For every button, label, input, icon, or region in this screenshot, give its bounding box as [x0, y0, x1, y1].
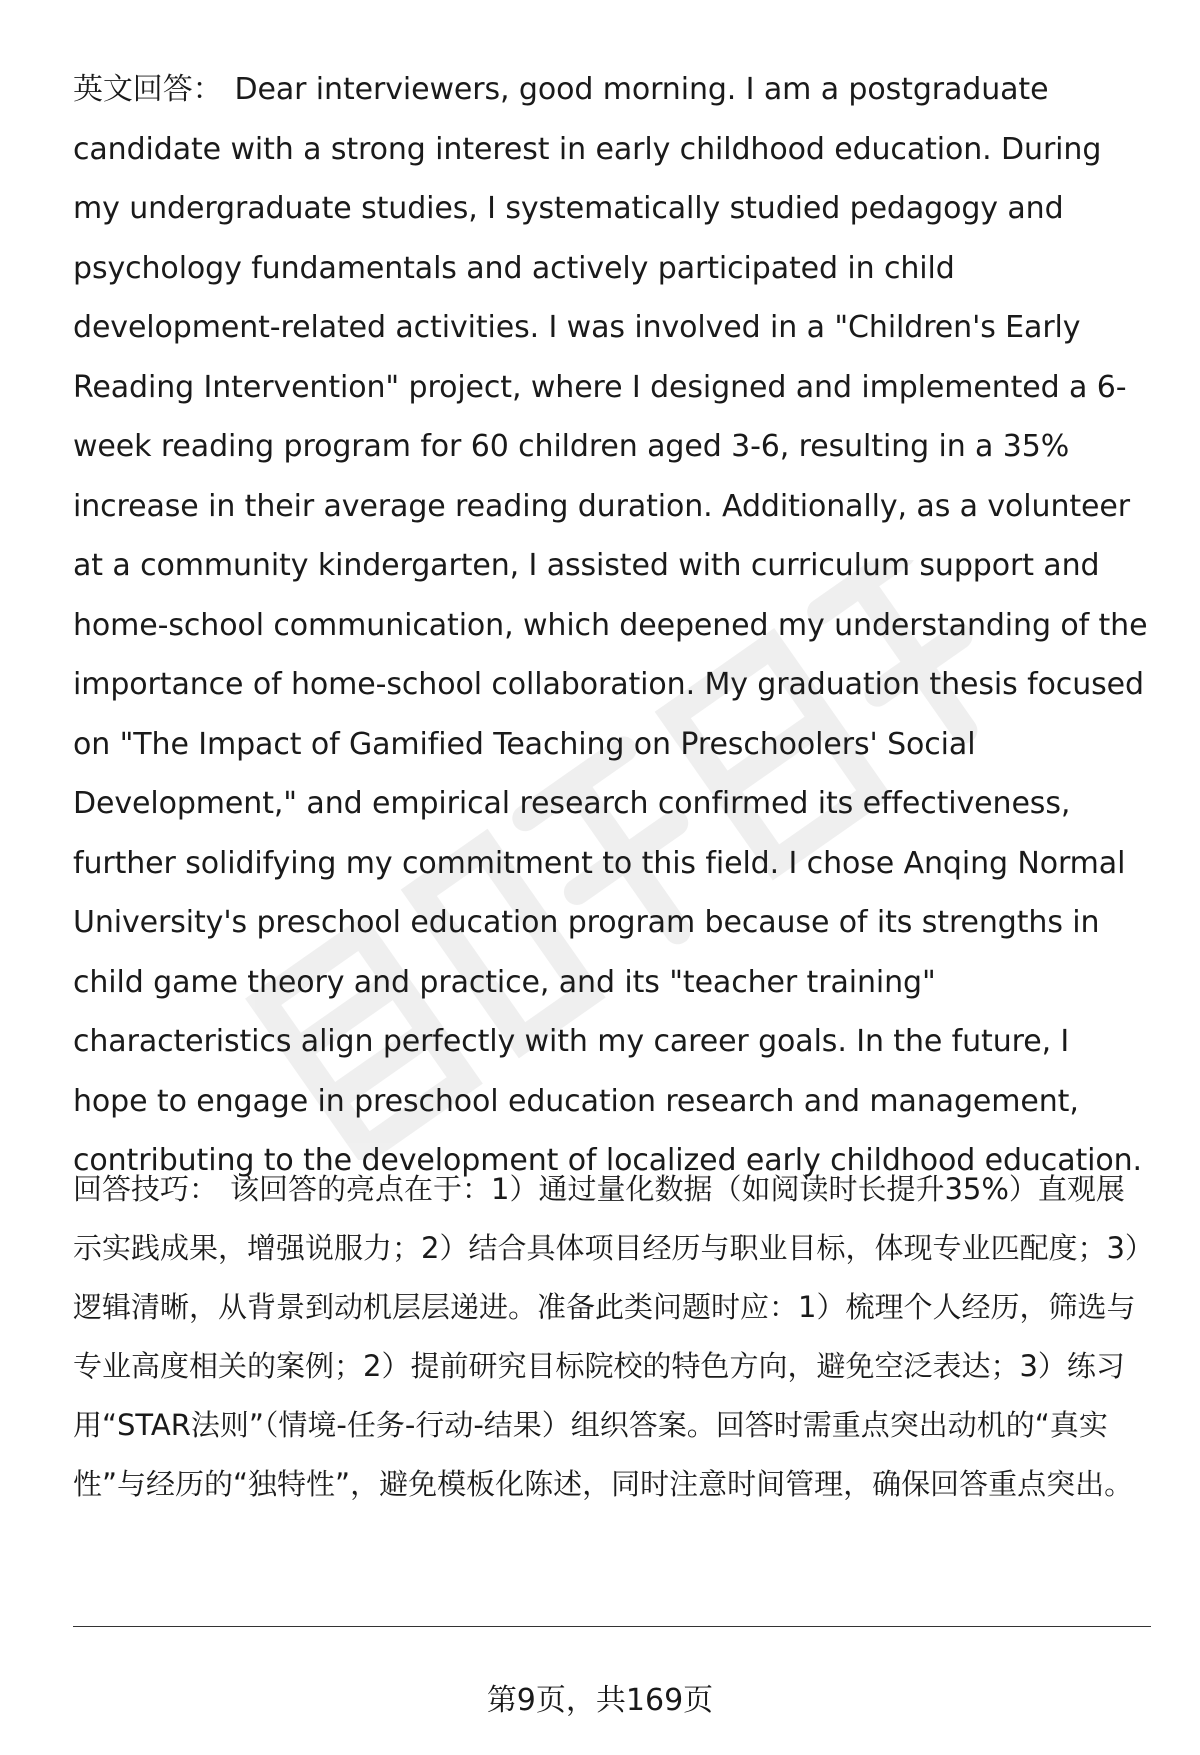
- answer-tips-label: 回答技巧：: [73, 1172, 219, 1206]
- answer-tips-text: 该回答的亮点在于：1）通过量化数据（如阅读时长提升35%）直观展示实践成果，增强说服力；2）结合具体项目经历与职业目标，体现专业匹配度；3）逻辑清晰，从背景到动机层层递进。准备此类问题时应：1）梳理个人经历，筛选与专业高度相关的案例；2）提前研究目标院校的特色方向，避免空泛表达；3）练习用“STAR法则”（情境-任务-行动-结果）组织答案。回答时需重点突出动机的“真实性”与经历的“独特性”，避免模板化陈述，同时注意时间管理，确保回答重点突出。: [73, 1172, 1140, 1501]
- answer-tips-paragraph: [73, 1160, 1151, 1514]
- english-answer-paragraph: [73, 60, 1151, 1191]
- english-answer-text: Dear interviewers, good morning. I am a postgraduate candidate with a strong interest in early childhood education. During my undergraduate studies, I systematically studied pedagogy and psychology fundamentals and actively participated in child development-related activities. I was involved in a "Children's Early Reading Intervention" project, where I designed and implemented a 6-week reading program for 60 children aged 3-6, resulting in a 35% increase in their average reading duration. Additionally, as a volunteer at a community kindergarten, I assisted with curriculum support and home-school communication, which deepened my understanding of the importance of home-school collaboration. My graduation thesis focused on "The Impact of Gamified Teaching on Preschoolers' Social Development," and empirical research confirmed its effectiveness, further solidifying my commitment to this field. I chose Anqing Normal University's preschool education program because of its strengths in child game theory and practice, and its "teacher training" characteristics align perfectly with my career goals. In the future, I hope to engage in preschool education research and management, contributing to the development of localized early childhood education.: [73, 72, 1148, 1178]
- page-number: 第9页，共169页: [486, 1683, 714, 1718]
- footer-divider: [73, 1626, 1151, 1627]
- english-answer-label: 英文回答：: [73, 72, 223, 107]
